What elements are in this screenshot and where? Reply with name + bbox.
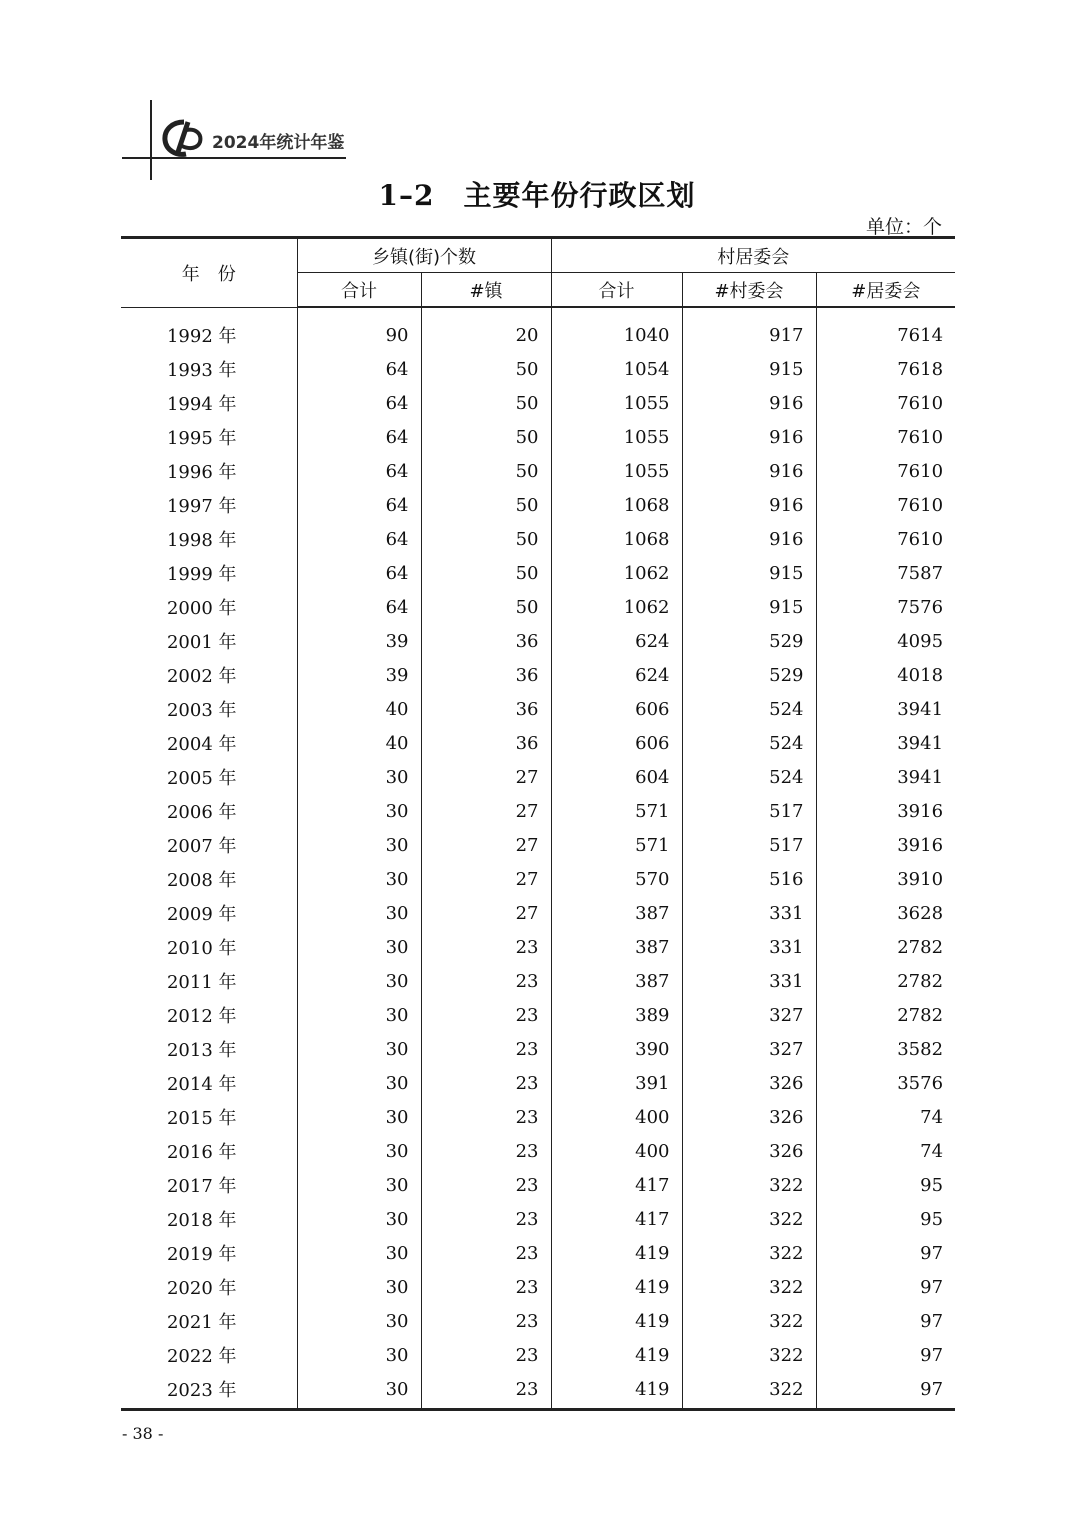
table-row <box>121 692 955 726</box>
table-row <box>121 1066 955 1100</box>
year-cell: 2022 年 <box>166 1346 237 1367</box>
village-committees-cell: 517 <box>682 828 816 862</box>
year-cell: 2001 年 <box>166 632 237 653</box>
year-cell: 1996 年 <box>166 462 237 483</box>
village-total-cell: 419 <box>551 1338 682 1372</box>
village-total-cell: 624 <box>551 658 682 692</box>
table-row <box>121 794 955 828</box>
township-total-cell: 30 <box>297 760 421 794</box>
village-committees-cell: 331 <box>682 896 816 930</box>
year-cell: 1997 年 <box>166 496 237 517</box>
yearbook-logo-icon <box>160 116 206 160</box>
village-committees-cell: 915 <box>682 556 816 590</box>
year-cell: 1994 年 <box>166 394 237 415</box>
township-total-cell: 30 <box>297 794 421 828</box>
township-total-cell: 64 <box>297 488 421 522</box>
resident-committees-cell: 4095 <box>816 624 955 658</box>
village-committees-cell: 326 <box>682 1066 816 1100</box>
village-total-cell: 1062 <box>551 590 682 624</box>
township-total-cell: 64 <box>297 556 421 590</box>
towns-cell: 23 <box>421 998 551 1032</box>
village-total-cell: 417 <box>551 1202 682 1236</box>
table-row <box>121 1134 955 1168</box>
table-row <box>121 1270 955 1304</box>
resident-committees-cell: 74 <box>816 1134 955 1168</box>
table-row <box>121 1236 955 1270</box>
village-total-cell: 1054 <box>551 352 682 386</box>
towns-cell: 36 <box>421 658 551 692</box>
resident-committees-cell: 3628 <box>816 896 955 930</box>
resident-committees-cell: 95 <box>816 1168 955 1202</box>
table-row <box>121 1032 955 1066</box>
township-total-cell: 30 <box>297 1134 421 1168</box>
table-row <box>121 828 955 862</box>
table-row <box>121 658 955 692</box>
village-committees-cell: 326 <box>682 1100 816 1134</box>
township-total-cell: 30 <box>297 1100 421 1134</box>
township-total-cell: 90 <box>297 307 421 352</box>
year-cell: 2000 年 <box>166 598 237 619</box>
towns-cell: 23 <box>421 1202 551 1236</box>
year-cell: 2023 年 <box>121 1372 297 1410</box>
village-committees-cell: 916 <box>682 454 816 488</box>
towns-cell: 23 <box>421 1270 551 1304</box>
year-cell: 1999 年 <box>166 564 237 585</box>
year-cell: 2013 年 <box>166 1040 237 1061</box>
year-cell: 1993 年 <box>166 360 237 381</box>
resident-committees-cell: 7587 <box>816 556 955 590</box>
year-cell: 1998 年 <box>166 530 237 551</box>
village-total-cell: 624 <box>551 624 682 658</box>
village-total-cell: 606 <box>551 692 682 726</box>
header-village-committees: #村委会 <box>682 273 816 308</box>
year-cell: 2021 年 <box>166 1312 237 1333</box>
township-total-cell: 30 <box>297 1304 421 1338</box>
township-total-cell: 64 <box>297 522 421 556</box>
village-committees-cell: 327 <box>682 998 816 1032</box>
resident-committees-cell: 97 <box>816 1372 955 1410</box>
resident-committees-cell: 95 <box>816 1202 955 1236</box>
village-committees-cell: 524 <box>682 760 816 794</box>
resident-committees-cell: 3941 <box>816 760 955 794</box>
table-row <box>121 352 955 386</box>
village-committees-cell: 916 <box>682 488 816 522</box>
header-year: 年 份 <box>121 238 297 308</box>
table-row <box>121 488 955 522</box>
year-cell: 2009 年 <box>166 904 237 925</box>
year-cell: 2012 年 <box>166 1006 237 1027</box>
township-total-cell: 39 <box>297 624 421 658</box>
towns-cell: 23 <box>421 964 551 998</box>
year-cell: 2005 年 <box>166 768 237 789</box>
resident-committees-cell: 7618 <box>816 352 955 386</box>
township-total-cell: 30 <box>297 1338 421 1372</box>
village-committees-cell: 326 <box>682 1134 816 1168</box>
township-total-cell: 40 <box>297 726 421 760</box>
resident-committees-cell: 3910 <box>816 862 955 896</box>
resident-committees-cell: 2782 <box>816 964 955 998</box>
table-row <box>121 1304 955 1338</box>
year-cell: 2011 年 <box>166 972 237 993</box>
village-total-cell: 1055 <box>551 420 682 454</box>
page-title: 1–2 主要年份行政区划 <box>378 179 696 212</box>
year-cell: 2015 年 <box>166 1108 237 1129</box>
resident-committees-cell: 97 <box>816 1236 955 1270</box>
village-committees-cell: 322 <box>682 1168 816 1202</box>
year-cell: 2016 年 <box>166 1142 237 1163</box>
towns-cell: 23 <box>421 1134 551 1168</box>
village-committees-cell: 917 <box>682 307 816 352</box>
header-township-total: 合计 <box>297 273 421 308</box>
township-total-cell: 30 <box>297 896 421 930</box>
village-total-cell: 1055 <box>551 454 682 488</box>
header-village-total: 合计 <box>551 273 682 308</box>
township-total-cell: 30 <box>297 1168 421 1202</box>
township-total-cell: 64 <box>297 386 421 420</box>
unit-label: 单位：个 <box>865 216 942 238</box>
village-total-cell: 400 <box>551 1100 682 1134</box>
village-committees-cell: 322 <box>682 1338 816 1372</box>
table-row <box>121 896 955 930</box>
header-vertical-rule <box>150 100 152 180</box>
towns-cell: 36 <box>421 624 551 658</box>
statistics-table <box>121 236 955 1411</box>
village-committees-cell: 529 <box>682 658 816 692</box>
village-committees-cell: 916 <box>682 386 816 420</box>
header-group-village: 村居委会 <box>551 238 955 273</box>
village-total-cell: 419 <box>551 1304 682 1338</box>
year-cell: 2017 年 <box>166 1176 237 1197</box>
village-committees-cell: 524 <box>682 726 816 760</box>
resident-committees-cell: 97 <box>816 1304 955 1338</box>
table-row <box>121 726 955 760</box>
village-committees-cell: 516 <box>682 862 816 896</box>
village-committees-cell: 915 <box>682 352 816 386</box>
table-row <box>121 1168 955 1202</box>
village-total-cell: 1068 <box>551 522 682 556</box>
village-total-cell: 389 <box>551 998 682 1032</box>
resident-committees-cell: 3941 <box>816 726 955 760</box>
resident-committees-cell: 97 <box>816 1270 955 1304</box>
village-total-cell: 570 <box>551 862 682 896</box>
year-cell: 2008 年 <box>166 870 237 891</box>
header-group-township: 乡镇(街)个数 <box>297 238 551 273</box>
year-cell: 1992 年 <box>166 325 237 347</box>
township-total-cell: 30 <box>297 1236 421 1270</box>
village-total-cell: 606 <box>551 726 682 760</box>
towns-cell: 36 <box>421 726 551 760</box>
table-row <box>121 556 955 590</box>
resident-committees-cell: 3582 <box>816 1032 955 1066</box>
towns-cell: 50 <box>421 590 551 624</box>
towns-cell: 23 <box>421 1236 551 1270</box>
resident-committees-cell: 3916 <box>816 794 955 828</box>
towns-cell: 50 <box>421 488 551 522</box>
township-total-cell: 64 <box>297 420 421 454</box>
resident-committees-cell: 2782 <box>816 998 955 1032</box>
village-total-cell: 571 <box>551 794 682 828</box>
towns-cell: 36 <box>421 692 551 726</box>
year-cell: 2004 年 <box>166 734 237 755</box>
township-total-cell: 40 <box>297 692 421 726</box>
township-total-cell: 30 <box>297 998 421 1032</box>
village-total-cell: 419 <box>551 1270 682 1304</box>
village-committees-cell: 322 <box>682 1372 816 1410</box>
resident-committees-cell: 97 <box>816 1338 955 1372</box>
year-cell: 2007 年 <box>166 836 237 857</box>
table-row <box>121 624 955 658</box>
resident-committees-cell: 7610 <box>816 454 955 488</box>
resident-committees-cell: 7614 <box>816 307 955 352</box>
resident-committees-cell: 7610 <box>816 488 955 522</box>
towns-cell: 50 <box>421 420 551 454</box>
towns-cell: 50 <box>421 352 551 386</box>
year-cell: 2019 年 <box>166 1244 237 1265</box>
towns-cell: 23 <box>421 1304 551 1338</box>
towns-cell: 50 <box>421 386 551 420</box>
towns-cell: 23 <box>421 930 551 964</box>
header-towns: #镇 <box>421 273 551 308</box>
resident-committees-cell: 2782 <box>816 930 955 964</box>
township-total-cell: 30 <box>297 1066 421 1100</box>
table-row <box>121 862 955 896</box>
table-row <box>121 964 955 998</box>
village-committees-cell: 529 <box>682 624 816 658</box>
village-total-cell: 387 <box>551 896 682 930</box>
towns-cell: 23 <box>421 1338 551 1372</box>
village-total-cell: 1055 <box>551 386 682 420</box>
township-total-cell: 30 <box>297 1202 421 1236</box>
village-committees-cell: 916 <box>682 420 816 454</box>
year-cell: 2020 年 <box>166 1278 237 1299</box>
village-total-cell: 391 <box>551 1066 682 1100</box>
towns-cell: 50 <box>421 556 551 590</box>
village-committees-cell: 322 <box>682 1270 816 1304</box>
table-row <box>121 1202 955 1236</box>
resident-committees-cell: 7610 <box>816 420 955 454</box>
village-total-cell: 571 <box>551 828 682 862</box>
towns-cell: 23 <box>421 1100 551 1134</box>
village-committees-cell: 524 <box>682 692 816 726</box>
year-cell: 2010 年 <box>166 938 237 959</box>
table-row <box>121 420 955 454</box>
village-total-cell: 1062 <box>551 556 682 590</box>
year-cell: 2002 年 <box>166 666 237 687</box>
village-committees-cell: 322 <box>682 1236 816 1270</box>
table-row <box>121 1372 955 1410</box>
towns-cell: 23 <box>421 1372 551 1410</box>
village-committees-cell: 916 <box>682 522 816 556</box>
table-row <box>121 386 955 420</box>
year-cell: 1995 年 <box>166 428 237 449</box>
table-row <box>121 1100 955 1134</box>
resident-committees-cell: 3941 <box>816 692 955 726</box>
village-total-cell: 400 <box>551 1134 682 1168</box>
year-cell: 2003 年 <box>166 700 237 721</box>
resident-committees-cell: 4018 <box>816 658 955 692</box>
year-cell: 2014 年 <box>166 1074 237 1095</box>
towns-cell: 23 <box>421 1032 551 1066</box>
township-total-cell: 64 <box>297 454 421 488</box>
towns-cell: 27 <box>421 862 551 896</box>
village-total-cell: 1068 <box>551 488 682 522</box>
village-total-cell: 419 <box>551 1372 682 1410</box>
header-resident-committees: #居委会 <box>816 273 955 308</box>
township-total-cell: 30 <box>297 862 421 896</box>
township-total-cell: 30 <box>297 930 421 964</box>
table-row <box>121 307 955 352</box>
village-committees-cell: 331 <box>682 930 816 964</box>
village-committees-cell: 517 <box>682 794 816 828</box>
table-row <box>121 1338 955 1372</box>
township-total-cell: 30 <box>297 1032 421 1066</box>
towns-cell: 50 <box>421 522 551 556</box>
township-total-cell: 64 <box>297 590 421 624</box>
towns-cell: 27 <box>421 828 551 862</box>
resident-committees-cell: 74 <box>816 1100 955 1134</box>
village-total-cell: 387 <box>551 964 682 998</box>
table-row <box>121 998 955 1032</box>
towns-cell: 27 <box>421 794 551 828</box>
village-committees-cell: 331 <box>682 964 816 998</box>
village-total-cell: 390 <box>551 1032 682 1066</box>
table-body <box>121 307 955 1410</box>
towns-cell: 27 <box>421 760 551 794</box>
village-total-cell: 1040 <box>551 307 682 352</box>
yearbook-name: 2024年统计年鉴 <box>212 133 345 153</box>
table-row <box>121 760 955 794</box>
village-total-cell: 387 <box>551 930 682 964</box>
towns-cell: 27 <box>421 896 551 930</box>
towns-cell: 50 <box>421 454 551 488</box>
township-total-cell: 39 <box>297 658 421 692</box>
township-total-cell: 30 <box>297 1372 421 1410</box>
resident-committees-cell: 7610 <box>816 522 955 556</box>
table-row <box>121 930 955 964</box>
resident-committees-cell: 3916 <box>816 828 955 862</box>
table-row <box>121 522 955 556</box>
township-total-cell: 30 <box>297 964 421 998</box>
resident-committees-cell: 7610 <box>816 386 955 420</box>
resident-committees-cell: 3576 <box>816 1066 955 1100</box>
village-committees-cell: 915 <box>682 590 816 624</box>
table-row <box>121 454 955 488</box>
towns-cell: 23 <box>421 1066 551 1100</box>
page-number: - 38 - <box>122 1424 164 1443</box>
village-committees-cell: 322 <box>682 1304 816 1338</box>
header-horizontal-rule <box>122 157 346 159</box>
village-committees-cell: 327 <box>682 1032 816 1066</box>
township-total-cell: 30 <box>297 1270 421 1304</box>
township-total-cell: 64 <box>297 352 421 386</box>
village-committees-cell: 322 <box>682 1202 816 1236</box>
village-total-cell: 417 <box>551 1168 682 1202</box>
village-total-cell: 604 <box>551 760 682 794</box>
village-total-cell: 419 <box>551 1236 682 1270</box>
resident-committees-cell: 7576 <box>816 590 955 624</box>
year-cell: 2006 年 <box>166 802 237 823</box>
towns-cell: 20 <box>421 307 551 352</box>
township-total-cell: 30 <box>297 828 421 862</box>
year-cell: 2018 年 <box>166 1210 237 1231</box>
towns-cell: 23 <box>421 1168 551 1202</box>
table-row <box>121 590 955 624</box>
